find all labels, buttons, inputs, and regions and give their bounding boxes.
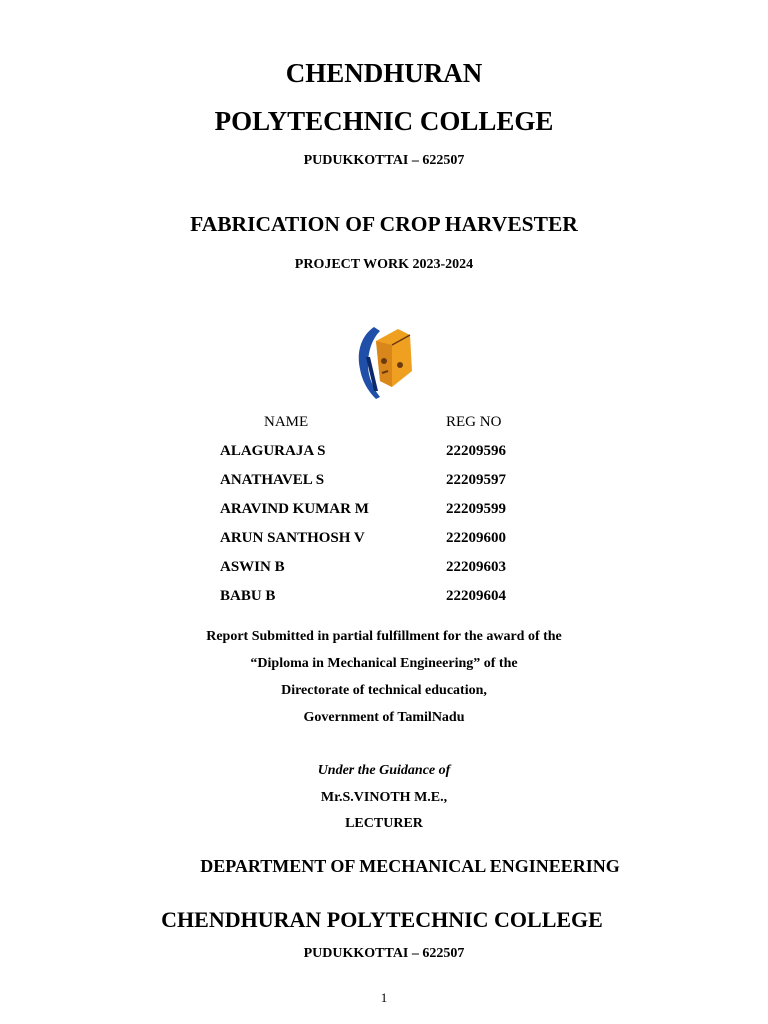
table-row bbox=[0, 472, 768, 492]
submission-line-2: “Diploma in Mechanical Engineering” of the bbox=[250, 656, 518, 671]
table-row bbox=[0, 443, 768, 463]
guide-designation: LECTURER bbox=[345, 816, 423, 831]
student-name: ALAGURAJA S bbox=[220, 443, 326, 459]
department-name: DEPARTMENT OF MECHANICAL ENGINEERING bbox=[200, 856, 620, 876]
submission-line-3: Directorate of technical education, bbox=[281, 683, 487, 698]
student-reg-no: 22209600 bbox=[446, 530, 506, 546]
table-row bbox=[0, 530, 768, 550]
student-reg-no: 22209599 bbox=[446, 501, 506, 517]
college-name-line1: CHENDHURAN bbox=[285, 58, 483, 88]
college-address: PUDUKKOTTAI – 622507 bbox=[303, 153, 465, 168]
submission-line-4: Government of TamilNadu bbox=[303, 710, 465, 725]
student-reg-no: 22209604 bbox=[446, 588, 506, 604]
student-name: ASWIN B bbox=[220, 559, 285, 575]
guidance-label: Under the Guidance of bbox=[317, 763, 451, 778]
student-reg-no: 22209596 bbox=[446, 443, 506, 459]
college-logo-book-icon bbox=[352, 321, 416, 403]
footer-college-address: PUDUKKOTTAI – 622507 bbox=[303, 946, 465, 961]
table-row bbox=[0, 559, 768, 579]
project-work-year: PROJECT WORK 2023-2024 bbox=[294, 257, 474, 272]
footer-college-name: CHENDHURAN POLYTECHNIC COLLEGE bbox=[161, 907, 603, 932]
name-column-header: NAME bbox=[264, 414, 309, 430]
project-title: FABRICATION OF CROP HARVESTER bbox=[190, 212, 578, 236]
student-name: BABU B bbox=[220, 588, 276, 604]
table-row bbox=[0, 501, 768, 521]
page-number: 1 bbox=[380, 990, 388, 1005]
student-reg-no: 22209603 bbox=[446, 559, 506, 575]
student-name: ARAVIND KUMAR M bbox=[220, 501, 369, 517]
reg-no-column-header: REG NO bbox=[446, 414, 502, 430]
submission-line-1: Report Submitted in partial fulfillment for the award of the bbox=[206, 629, 562, 644]
student-name: ANATHAVEL S bbox=[220, 472, 325, 488]
student-reg-no: 22209597 bbox=[446, 472, 506, 488]
student-name: ARUN SANTHOSH V bbox=[220, 530, 365, 546]
college-name-line2: POLYTECHNIC COLLEGE bbox=[214, 106, 554, 136]
table-row bbox=[0, 588, 768, 608]
guide-name: Mr.S.VINOTH M.E., bbox=[320, 790, 448, 805]
